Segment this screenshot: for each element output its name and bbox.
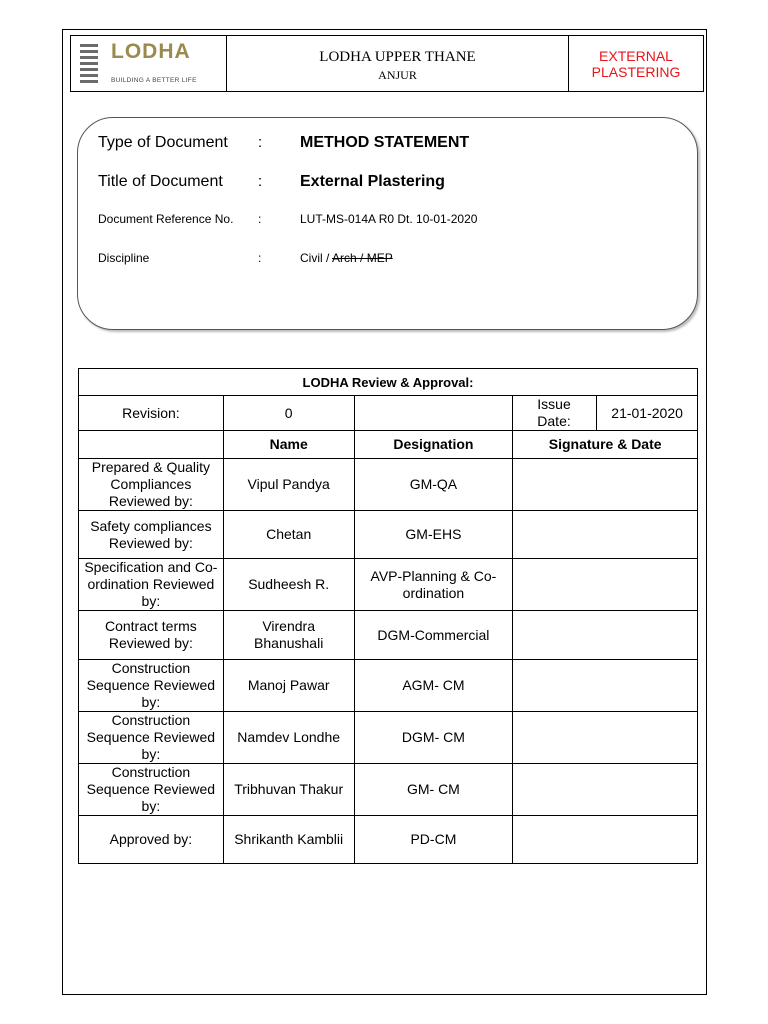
- table-row: [79, 511, 698, 559]
- signature-cell: [513, 764, 698, 816]
- empty-cell: [354, 396, 513, 431]
- designation-cell: DGM- CM: [354, 712, 513, 764]
- role-cell: Approved by:: [79, 816, 224, 864]
- revision-value: 0: [223, 396, 354, 431]
- reference-label: Document Reference No.: [98, 212, 234, 226]
- role-cell: Prepared & Quality Compliances Reviewed by:: [79, 459, 224, 511]
- document-topic: [569, 36, 703, 91]
- logo-bars-icon: [80, 44, 98, 86]
- empty-header-cell: [79, 431, 224, 459]
- colon: :: [258, 251, 262, 265]
- name-cell: Virendra Bhanushali: [223, 611, 354, 660]
- name-cell: Manoj Pawar: [223, 660, 354, 712]
- discipline-struck: Arch / MEP: [332, 251, 393, 265]
- role-cell: Safety compliances Reviewed by:: [79, 511, 224, 559]
- revision-label: Revision:: [79, 396, 224, 431]
- colon: :: [258, 134, 263, 151]
- logo-tagline: BUILDING A BETTER LIFE: [111, 77, 197, 84]
- colon: :: [258, 212, 262, 226]
- title-value: External Plastering: [300, 173, 445, 190]
- designation-cell: GM-QA: [354, 459, 513, 511]
- type-value: METHOD STATEMENT: [300, 134, 470, 151]
- title-label: Title of Document: [98, 173, 223, 190]
- designation-cell: GM-EHS: [354, 511, 513, 559]
- name-cell: Tribhuvan Thakur: [223, 764, 354, 816]
- role-cell: Specification and Co-ordination Reviewed by:: [79, 559, 224, 611]
- type-label: Type of Document: [98, 134, 228, 151]
- signature-cell: [513, 816, 698, 864]
- lodha-logo: [71, 36, 227, 91]
- project-block: [227, 36, 569, 91]
- name-cell: Namdev Londhe: [223, 712, 354, 764]
- designation-cell: DGM-Commercial: [354, 611, 513, 660]
- table-row: [79, 459, 698, 511]
- designation-cell: PD-CM: [354, 816, 513, 864]
- discipline-civil: Civil /: [300, 251, 333, 265]
- column-header-signature: Signature & Date: [513, 431, 698, 459]
- approval-title: LODHA Review & Approval:: [79, 369, 698, 396]
- name-cell: Sudheesh R.: [223, 559, 354, 611]
- signature-cell: [513, 660, 698, 712]
- designation-cell: AVP-Planning & Co-ordination: [354, 559, 513, 611]
- approval-table: [78, 368, 698, 864]
- role-cell: Construction Sequence Reviewed by:: [79, 660, 224, 712]
- project-name: LODHA UPPER THANE: [319, 49, 476, 65]
- discipline-value: [300, 251, 393, 265]
- colon: :: [258, 173, 263, 190]
- role-cell: Construction Sequence Reviewed by:: [79, 764, 224, 816]
- document-header: [70, 35, 704, 92]
- name-cell: Vipul Pandya: [223, 459, 354, 511]
- project-location: ANJUR: [378, 68, 417, 82]
- table-row: [79, 712, 698, 764]
- table-row: [79, 611, 698, 660]
- issue-date-label: Issue Date:: [513, 396, 597, 431]
- signature-cell: [513, 611, 698, 660]
- signature-cell: [513, 511, 698, 559]
- issue-date-value: 21-01-2020: [597, 396, 698, 431]
- name-cell: Chetan: [223, 511, 354, 559]
- reference-value: LUT-MS-014A R0 Dt. 10-01-2020: [300, 212, 478, 226]
- name-cell: Shrikanth Kamblii: [223, 816, 354, 864]
- table-row: [79, 660, 698, 712]
- designation-cell: GM- CM: [354, 764, 513, 816]
- topic-line-1: EXTERNAL: [599, 47, 673, 64]
- column-header-name: Name: [223, 431, 354, 459]
- table-row: [79, 764, 698, 816]
- signature-cell: [513, 459, 698, 511]
- designation-cell: AGM- CM: [354, 660, 513, 712]
- topic-line-2: PLASTERING: [591, 63, 681, 80]
- role-cell: Contract terms Reviewed by:: [79, 611, 224, 660]
- table-row: [79, 816, 698, 864]
- column-header-designation: Designation: [354, 431, 513, 459]
- discipline-label: Discipline: [98, 251, 150, 265]
- signature-cell: [513, 712, 698, 764]
- table-row: [79, 559, 698, 611]
- signature-cell: [513, 559, 698, 611]
- logo-wordmark: LODHA: [111, 40, 191, 63]
- role-cell: Construction Sequence Reviewed by:: [79, 712, 224, 764]
